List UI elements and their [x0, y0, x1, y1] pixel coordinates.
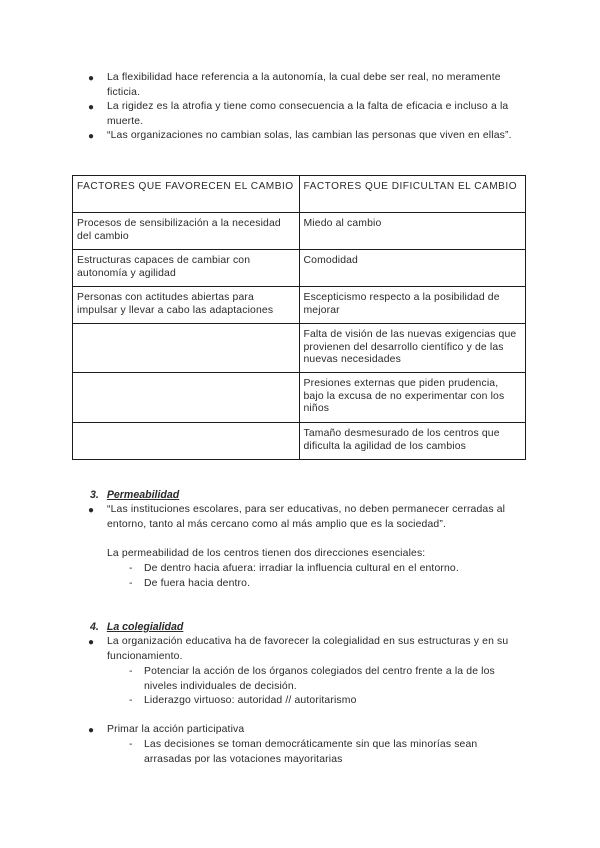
section-3-dash-item: De fuera hacia dentro.: [144, 578, 251, 589]
dash-marker: -: [129, 563, 133, 574]
bullet-marker: ●: [88, 637, 95, 648]
section-4-dash-item: Las decisiones se toman democráticamente sin que las minorías sean arrasadas por las votaciones mayoritarias: [144, 739, 478, 765]
header-favorecen: FACTORES QUE FAVORECEN EL CAMBIO: [73, 176, 300, 213]
section-3-quote: “Las instituciones escolares, para ser educativas, no deben permanecer cerradas al entorno, tanto al más cercano como al más amplio que es la sociedad”.: [107, 504, 506, 530]
section-3-number: 3.: [90, 489, 99, 501]
table-cell: [73, 423, 300, 460]
factors-table: [72, 175, 526, 460]
dash-marker: -: [129, 666, 133, 677]
intro-bullet-rigidez: La rigidez es la atrofia y tiene como consecuencia a la falta de eficacia e incluso a la muerte.: [107, 101, 509, 127]
bullet-marker: ●: [88, 102, 95, 113]
table-row: [73, 373, 526, 423]
section-4-title: La colegialidad: [106, 621, 184, 633]
table-cell: [73, 324, 300, 373]
bullet-marker: ●: [88, 725, 95, 736]
section-4-number: 4.: [90, 621, 99, 633]
table-row: [73, 423, 526, 460]
section-3-paragraph: La permeabilidad de los centros tienen dos direcciones esenciales:: [107, 548, 426, 559]
table-cell: [73, 373, 300, 423]
dash-marker: -: [129, 739, 133, 750]
section-4-dash-item: Potenciar la acción de los órganos colegiados del centro frente a la de los niveles individuales de decisión.: [144, 666, 495, 692]
table-row: [73, 250, 526, 287]
section-4-bullet-colegialidad: La organización educativa ha de favorecer la colegialidad en sus estructuras y en su funcionamiento.: [107, 636, 509, 662]
table-cell: Presiones externas que piden prudencia, bajo la excusa de no experimentar con los niños: [299, 373, 526, 423]
table-cell: Comodidad: [299, 250, 526, 287]
table-cell: Tamaño desmesurado de los centros que dificulta la agilidad de los cambios: [299, 423, 526, 460]
bullet-marker: ●: [88, 73, 95, 84]
table-cell: Miedo al cambio: [299, 213, 526, 250]
section-3-heading: [90, 488, 179, 502]
section-3-title: Permeabilidad: [106, 489, 180, 501]
table-row: [73, 287, 526, 324]
section-3-dash-item: De dentro hacia afuera: irradiar la influencia cultural en el entorno.: [144, 563, 459, 574]
intro-bullet-flexibilidad: La flexibilidad hace referencia a la autonomía, la cual debe ser real, no meramente ficticia.: [107, 72, 501, 98]
table-cell: Estructuras capaces de cambiar con autonomía y agilidad: [73, 250, 300, 287]
table-cell: Falta de visión de las nuevas exigencias que provienen del desarrollo científico y de las nuevas necesidades: [299, 324, 526, 373]
bullet-marker: ●: [88, 505, 95, 516]
table-row: [73, 213, 526, 250]
table-header-row: [73, 176, 526, 213]
bullet-marker: ●: [88, 131, 95, 142]
section-4-heading: [90, 620, 183, 634]
table-cell: Procesos de sensibilización a la necesidad del cambio: [73, 213, 300, 250]
table-row: [73, 324, 526, 373]
section-4-dash-item: Liderazgo virtuoso: autoridad // autoritarismo: [144, 695, 357, 706]
dash-marker: -: [129, 578, 133, 589]
section-4-bullet-participativa: Primar la acción participativa: [107, 724, 245, 735]
table-cell: Escepticismo respecto a la posibilidad de mejorar: [299, 287, 526, 324]
table-cell: Personas con actitudes abiertas para impulsar y llevar a cabo las adaptaciones: [73, 287, 300, 324]
header-dificultan: FACTORES QUE DIFICULTAN EL CAMBIO: [299, 176, 526, 213]
dash-marker: -: [129, 695, 133, 706]
intro-bullet-quote: “Las organizaciones no cambian solas, las cambian las personas que viven en ellas”.: [107, 130, 512, 141]
